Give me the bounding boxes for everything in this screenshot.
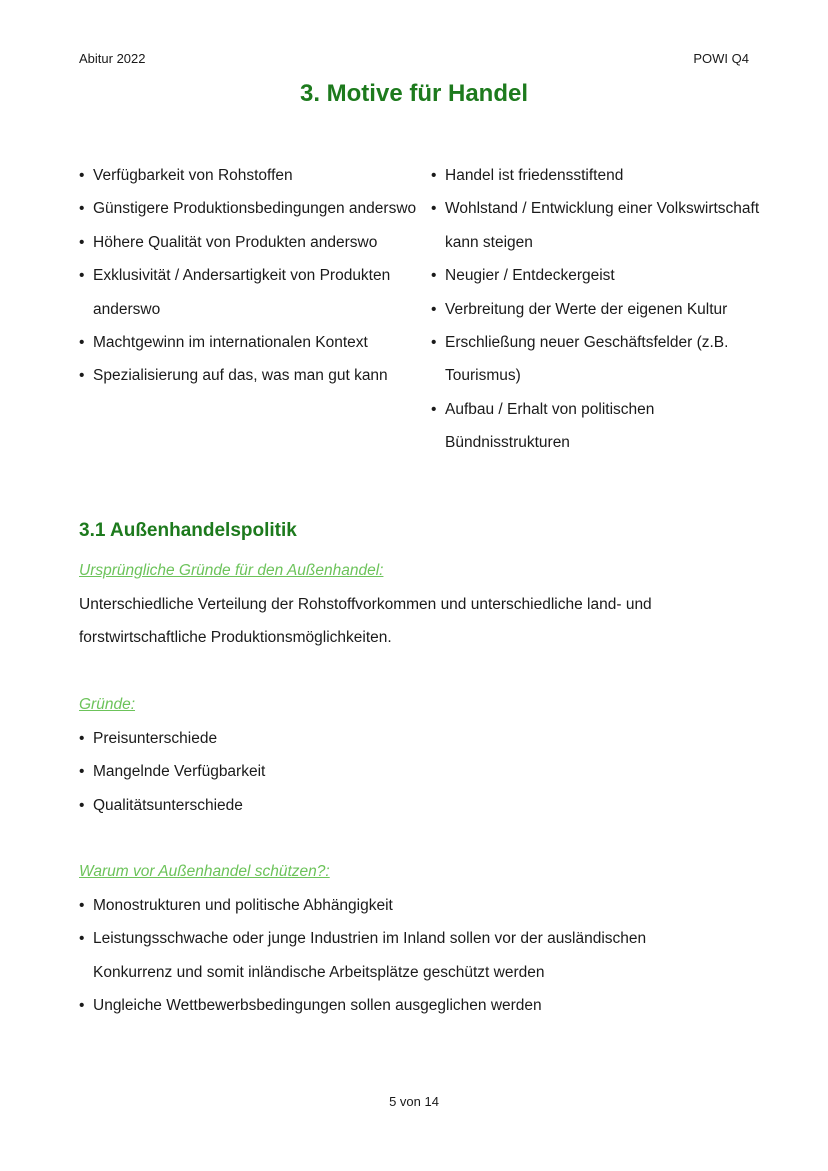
- motives-right-list: [431, 159, 761, 460]
- motives-left-column: [79, 159, 419, 393]
- section-heading: 3.1 Außenhandelspolitik: [79, 520, 297, 541]
- protect-block: [79, 889, 719, 1023]
- protect-list: [79, 889, 719, 1023]
- list-item: • Spezialisierung auf das, was man gut kann: [79, 359, 419, 392]
- list-item: • Monostrukturen und politische Abhängigkeit: [79, 889, 719, 922]
- list-item: • Mangelnde Verfügbarkeit: [79, 755, 759, 788]
- list-item: • Leistungsschwache oder junge Industrien im Inland sollen vor der ausländischen Konkurrenz und somit inländische Arbeitsplätze geschützt werden: [79, 922, 719, 989]
- list-item: • Ungleiche Wettbewerbsbedingungen sollen ausgeglichen werden: [79, 989, 719, 1022]
- list-item: • Qualitätsunterschiede: [79, 789, 759, 822]
- list-item: • Neugier / Entdeckergeist: [431, 259, 761, 292]
- header-right-text: POWI Q4: [693, 51, 749, 66]
- list-item: • Günstigere Produktionsbedingungen anderswo: [79, 192, 419, 225]
- reasons-list: [79, 722, 759, 822]
- list-item: • Verbreitung der Werte der eigenen Kultur: [431, 293, 761, 326]
- page-title: 3. Motive für Handel: [299, 80, 529, 107]
- origin-paragraph: Unterschiedliche Verteilung der Rohstoffvorkommen und unterschiedliche land- und forstwirtschaftliche Produktionsmöglichkeiten.: [79, 596, 652, 647]
- header-left-text: Abitur 2022: [79, 51, 146, 66]
- list-item: • Aufbau / Erhalt von politischen Bündnisstrukturen: [431, 393, 761, 460]
- list-item: • Verfügbarkeit von Rohstoffen: [79, 159, 419, 192]
- list-item: • Machtgewinn im internationalen Kontext: [79, 326, 419, 359]
- reasons-subheading: Gründe:: [79, 696, 136, 713]
- motives-right-column: [431, 159, 761, 460]
- origin-subheading: Ursprüngliche Gründe für den Außenhandel:: [79, 562, 384, 579]
- protect-subheading: Warum vor Außenhandel schützen?:: [79, 863, 330, 880]
- reasons-block: [79, 722, 759, 822]
- list-item: • Handel ist friedensstiftend: [431, 159, 761, 192]
- page-number: 5 von 14: [389, 1094, 439, 1109]
- list-item: • Erschließung neuer Geschäftsfelder (z.B. Tourismus): [431, 326, 761, 393]
- list-item: • Exklusivität / Andersartigkeit von Produkten anderswo: [79, 259, 419, 326]
- list-item: • Preisunterschiede: [79, 722, 759, 755]
- list-item: • Höhere Qualität von Produkten anderswo: [79, 226, 419, 259]
- motives-left-list: [79, 159, 419, 393]
- list-item: • Wohlstand / Entwicklung einer Volkswirtschaft kann steigen: [431, 192, 761, 259]
